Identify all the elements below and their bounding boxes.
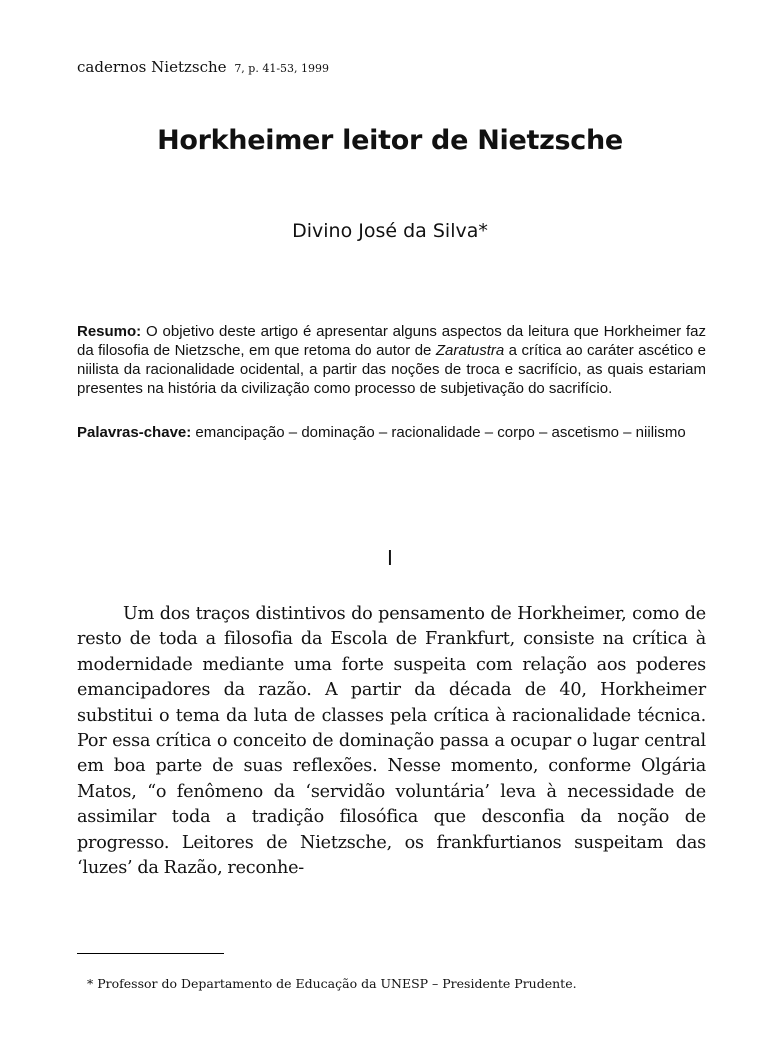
section-number: I — [387, 546, 393, 570]
journal-header — [77, 57, 329, 79]
abstract-text-start: O objetivo deste artigo é apresentar alguns aspectos da leitura que Horkheimer faz da filosofia de Nietzsche, em que retoma do autor de — [77, 323, 706, 359]
abstract — [77, 322, 706, 398]
body-paragraph: Um dos traços distintivos do pensamento de Horkheimer, como de resto de toda a filosofia da Escola de Frankfurt, consiste na crítica à modernidade mediante uma forte suspeita com relação aos poderes emancipadores da razão. A partir da década de 40, Horkheimer substitui o tema da luta de classes pela crítica à racionalidade técnica. Por essa crítica o conceito de dominação passa a ocupar o lugar central em boa parte de suas reflexões. Nesse momento, conforme Olgária Matos, “o fenômeno da ‘servidão voluntária’ leva à necessidade de assimilar toda a tradição filosófica que desconfia da noção de progresso. Leitores de Nietzsche, os frankfurtianos suspeitam das ‘luzes’ da Razão, reconhe- — [77, 604, 706, 879]
keywords — [77, 423, 706, 442]
article-author: Divino José da Silva* — [292, 220, 488, 242]
keywords-text: emancipação – dominação – racionalidade – corpo – ascetismo – niilismo — [191, 424, 686, 441]
footnote: * Professor do Departamento de Educação da UNESP – Presidente Prudente. — [87, 976, 577, 991]
abstract-text-end: a crítica ao caráter ascético e niilista da racionalidade ocidental, a partir das noções de troca e sacrifício, as quais estariam presentes na história da civilização como processo de subjetivação do sacrifício. — [77, 342, 706, 397]
article-title: Horkheimer leitor de Nietzsche — [157, 125, 623, 156]
abstract-italic-term: Zaratustra — [435, 342, 505, 359]
journal-name: cadernos Nietzsche — [77, 58, 227, 76]
footnote-divider — [77, 953, 224, 954]
keywords-label: Palavras-chave: — [77, 424, 192, 441]
journal-issue: 7, p. 41-53, 1999 — [234, 62, 330, 75]
abstract-label: Resumo: — [77, 323, 142, 340]
